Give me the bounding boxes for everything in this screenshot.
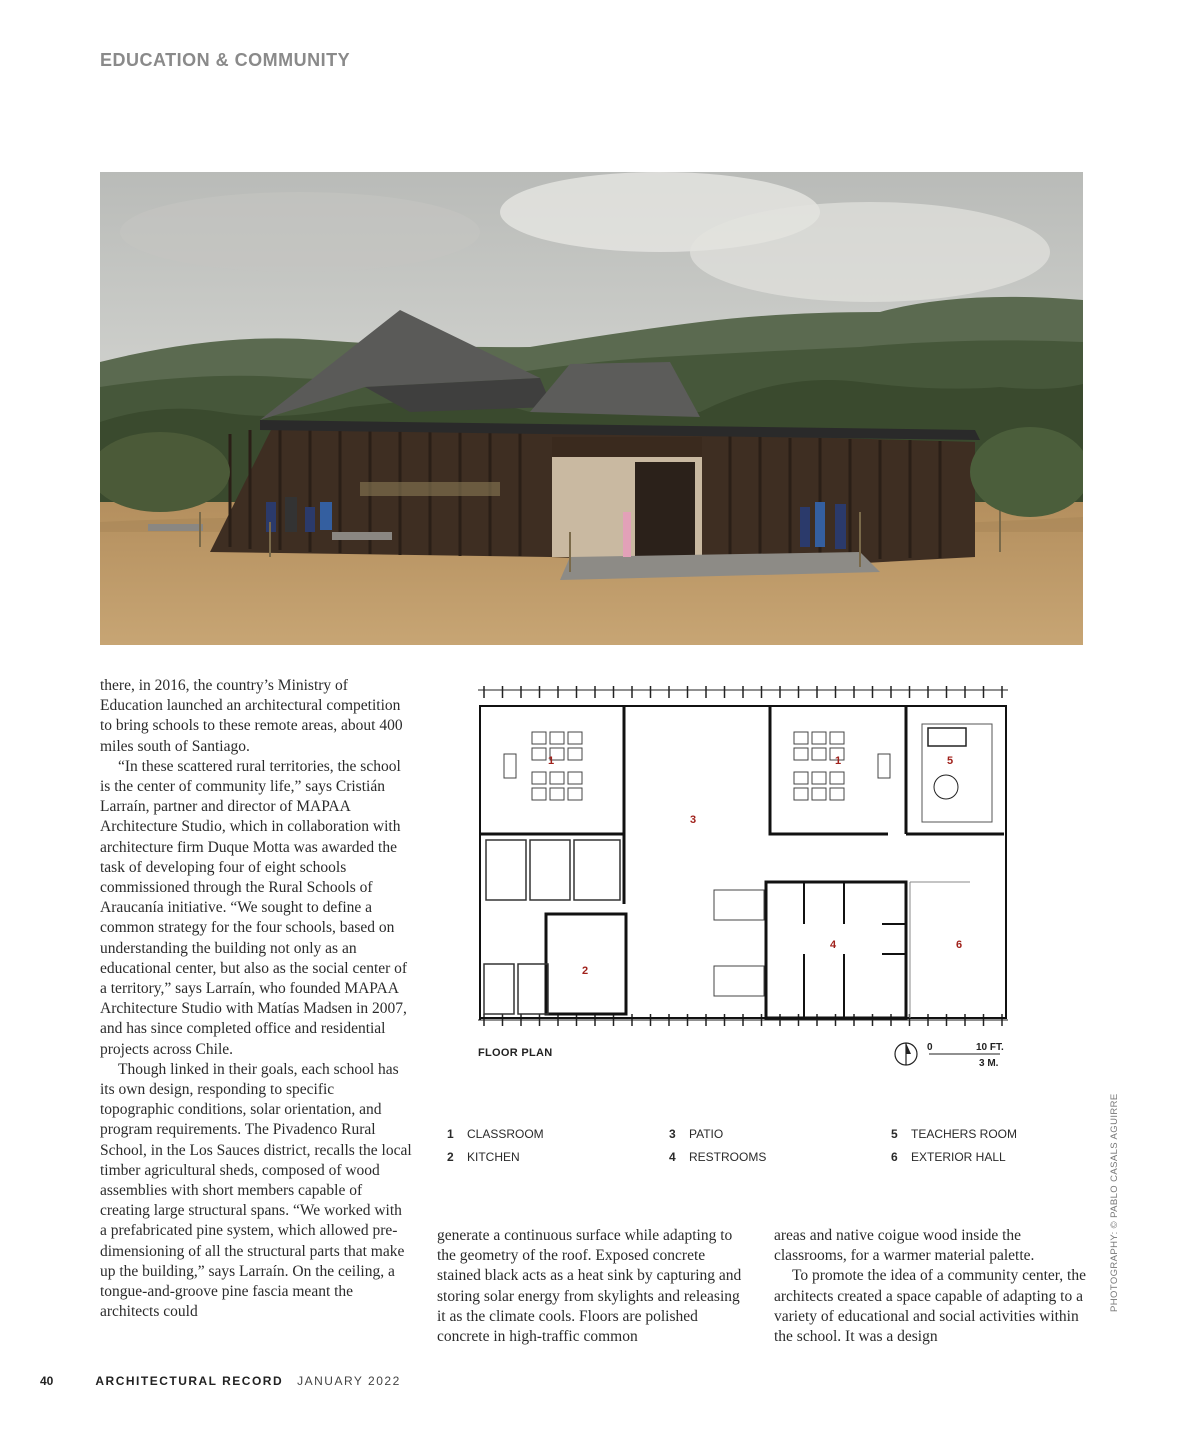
school-building-photo	[100, 172, 1083, 645]
paragraph: To promote the idea of a community center, the architects created a space capable of adapting to a variety of educational and social activities within the school. It was a design	[774, 1267, 1086, 1346]
legend-item: 2 KITCHEN	[447, 1150, 520, 1164]
page-number: 40	[40, 1374, 54, 1388]
room-label: 2	[582, 965, 589, 977]
scale-zero: 0	[927, 1042, 933, 1053]
room-label: 4	[830, 939, 837, 951]
scale-m: 3 M.	[979, 1058, 999, 1069]
paragraph: there, in 2016, the country’s Ministry of Education launched an architectural competition to bring schools to these remote areas, about 400 miles south of Santiago.	[100, 677, 403, 755]
legend-item: 3 PATIO	[669, 1127, 724, 1141]
article-column-3	[774, 1226, 1086, 1347]
article-column-1	[100, 676, 412, 1323]
legend-item: 4 RESTROOMS	[669, 1150, 767, 1164]
paragraph: Though linked in their goals, each school has its own design, responding to specific topographic conditions, solar orientation, and program requirements. The Pivadenco Rural School, in the Los Sauces district, recalls the local timber agricultural sheds, composed of wood assemblies with short members capable of creating large structural spans. “We worked with a prefabricated pine system, which allowed pre-dimensioning of all the structural parts that make up the building,” says Larraín. On the ceiling, a tongue-and-groove pine fascia meant the architects could	[100, 1060, 412, 1321]
page-footer	[40, 1374, 401, 1388]
issue-date: JANUARY 2022	[297, 1374, 401, 1388]
room-label: 6	[956, 939, 963, 951]
room-label: 5	[947, 755, 954, 767]
section-label: EDUCATION & COMMUNITY	[100, 50, 351, 70]
legend-item: 1 CLASSROOM	[447, 1127, 544, 1141]
room-label: 1	[835, 755, 842, 767]
scale-ft: 10 FT.	[976, 1042, 1004, 1053]
photo-credit: PHOTOGRAPHY: © PABLO CASALS AGUIRRE	[1109, 1093, 1120, 1312]
magazine-name: ARCHITECTURAL RECORD	[95, 1374, 284, 1388]
paragraph: “In these scattered rural territories, the school is the center of community life,” says Cristián Larraín, partner and director of MAPAA Architecture Studio, which in collaboration with architecture firm Duque Motta was awarded the task of developing four of eight schools commissioned through the Rural Schools of Araucanía initiative. “We sought to define a common strategy for the four schools, based on understanding the building not only as an educational center, but also as the social center of a territory,” says Larraín, who founded MAPAA Architecture Studio with Matías Madsen in 2007, and has since completed office and residential projects across Chile.	[100, 757, 408, 1058]
room-label: 1	[548, 755, 555, 767]
article-column-2	[437, 1226, 749, 1347]
room-label: 3	[690, 814, 697, 826]
paragraph: areas and native coigue wood inside the classrooms, for a warmer material palette.	[774, 1227, 1035, 1265]
floor-plan-title: FLOOR PLAN	[478, 1047, 553, 1059]
paragraph: generate a continuous surface while adapting to the geometry of the roof. Exposed concrete stained black acts as a heat sink by capturing and storing solar energy from skylights and releasing it as the climate cools. Floors are polished concrete in high-traffic common	[437, 1227, 742, 1346]
legend-item: 6 EXTERIOR HALL	[891, 1150, 1006, 1164]
legend-item: 5 TEACHERS ROOM	[891, 1127, 1018, 1141]
floor-plan	[474, 684, 1014, 1084]
